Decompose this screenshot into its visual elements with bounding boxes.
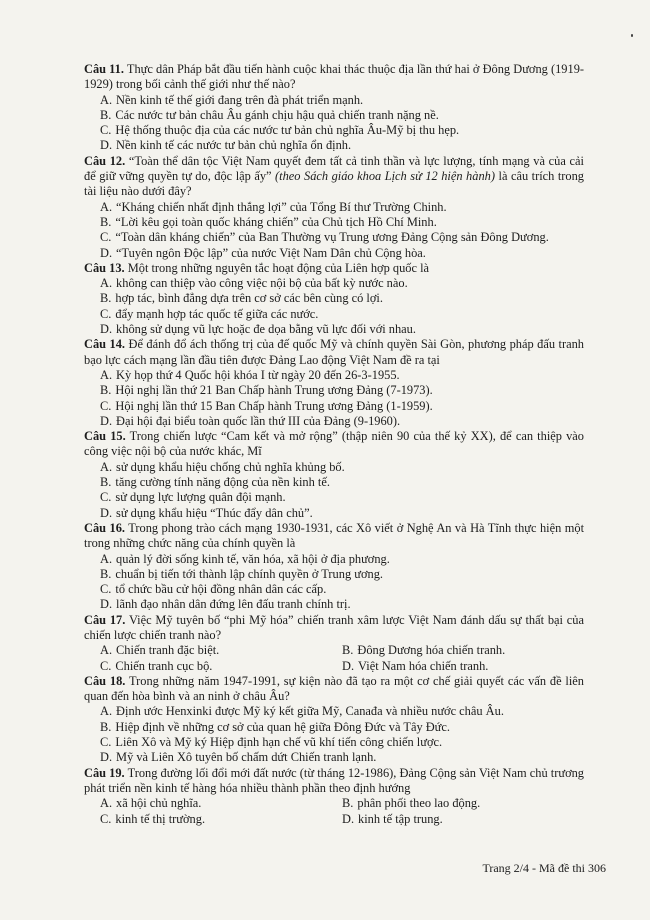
option-text: Hội nghị lần thứ 21 Ban Chấp hành Trung ương Đảng (7-1973). — [115, 383, 433, 398]
answer-option — [100, 399, 584, 414]
option-text: sử dụng khẩu hiệu “Thúc đẩy dân chủ”. — [116, 505, 313, 520]
answer-option — [342, 812, 584, 827]
option-text: Mỹ và Liên Xô tuyên bố chấm dứt Chiến tranh lạnh. — [116, 750, 377, 765]
option-text: “Tuyên ngôn Độc lập” của nước Việt Nam Dân chủ Cộng hòa. — [116, 245, 426, 260]
question-block — [84, 62, 584, 154]
answer-option — [100, 659, 342, 674]
option-text: sử dụng lực lượng quân đội mạnh. — [115, 490, 286, 505]
option-letter: A. — [100, 92, 113, 107]
question-stem — [84, 62, 584, 93]
question-number: Câu 19. — [84, 765, 125, 780]
option-text: Định ước Henxinki được Mỹ ký kết giữa Mỹ, Canađa và nhiều nước châu Âu. — [116, 704, 504, 719]
question-stem — [84, 766, 584, 797]
option-letter: A. — [100, 643, 113, 658]
question-text: Trong chiến lược “Cam kết và mở rộng” (thập niên 90 của thế kỷ XX), để can thiệp vào công việc nội bộ của nước khác, Mĩ — [84, 429, 584, 459]
option-letter: A. — [100, 551, 113, 566]
option-text: Hội nghị lần thứ 15 Ban Chấp hành Trung ương Đảng (1-1959). — [115, 398, 433, 413]
answer-option — [100, 490, 584, 505]
option-text: Kỳ họp thứ 4 Quốc hội khóa I từ ngày 20 đến 26-3-1955. — [116, 367, 400, 382]
answer-options — [100, 643, 584, 674]
answer-option — [100, 414, 584, 429]
question-block — [84, 613, 584, 674]
answer-option — [342, 643, 584, 658]
option-text: chuẩn bị tiến tới thành lập chính quyền ở Trung ương. — [115, 566, 383, 581]
option-letter: A. — [100, 199, 113, 214]
answer-options — [84, 93, 584, 154]
question-number: Câu 11. — [84, 62, 124, 76]
option-letter: D. — [100, 505, 113, 520]
option-letter: D. — [100, 597, 113, 612]
question-stem — [84, 429, 584, 460]
option-letter: B. — [100, 214, 112, 229]
answer-option — [100, 230, 584, 245]
answer-option — [100, 735, 584, 750]
option-text: sử dụng khẩu hiệu chống chủ nghĩa khủng bố. — [116, 459, 345, 474]
option-text: Hiệp định về những cơ sở của quan hệ giữa Đông Đức và Tây Đức. — [115, 719, 450, 734]
answer-option — [100, 552, 584, 567]
option-letter: A. — [100, 276, 113, 291]
answer-option — [100, 246, 584, 261]
option-text: không sử dụng vũ lực hoặc đe dọa bằng vũ lực đối với nhau. — [116, 322, 416, 337]
option-text: Nền kinh tế các nước tư bản chủ nghĩa ổn định. — [116, 138, 352, 153]
answer-option — [100, 750, 584, 765]
question-block — [84, 766, 584, 827]
option-text: xã hội chủ nghĩa. — [116, 796, 202, 811]
option-letter: D. — [100, 245, 113, 260]
question-stem — [84, 154, 584, 200]
option-letter: D. — [100, 750, 113, 765]
answer-option — [100, 138, 584, 153]
question-number: Câu 13. — [84, 260, 125, 275]
option-text: Liên Xô và Mỹ ký Hiệp định hạn chế vũ khí tiến công chiến lược. — [115, 735, 443, 750]
answer-option — [100, 291, 584, 306]
option-letter: B. — [100, 107, 112, 122]
option-text: kinh tế tập trung. — [358, 811, 443, 826]
answer-option — [100, 475, 584, 490]
option-text: Chiến tranh đặc biệt. — [116, 643, 220, 658]
answer-option — [100, 704, 584, 719]
option-text: kinh tế thị trường. — [115, 811, 206, 826]
option-letter: B. — [342, 796, 354, 811]
option-letter: B. — [100, 291, 112, 306]
exam-page — [84, 62, 584, 827]
question-text: Thực dân Pháp bắt đầu tiến hành cuộc khai thác thuộc địa lần thứ hai ở Đông Dương (1919-1929) trong bối cảnh thế giới như thế nào? — [84, 62, 585, 92]
answer-options — [84, 460, 584, 521]
question-number: Câu 17. — [84, 612, 126, 627]
answer-options — [84, 200, 584, 261]
answer-option — [342, 659, 584, 674]
answer-option — [100, 597, 584, 612]
option-letter: B. — [100, 566, 112, 581]
option-text: Việt Nam hóa chiến tranh. — [358, 658, 489, 673]
answer-options — [84, 276, 584, 337]
option-text: đẩy mạnh hợp tác quốc tế giữa các nước. — [115, 306, 319, 321]
question-number: Câu 15. — [84, 429, 126, 444]
answer-option — [100, 93, 584, 108]
scan-speck — [631, 34, 633, 37]
option-letter: C. — [100, 398, 112, 413]
answer-option — [100, 383, 584, 398]
option-letter: C. — [100, 230, 112, 245]
option-letter: C. — [100, 123, 112, 138]
answer-option — [100, 643, 342, 658]
answer-option — [100, 123, 584, 138]
answer-options — [100, 796, 584, 827]
question-block — [84, 521, 584, 613]
question-stem — [84, 674, 584, 705]
question-text: “Toàn thể dân tộc Việt Nam quyết đem tất cả tinh thần và lực lượng, tính mạng và của cải để giữ vững quyền tự do, độc lập ấy” — [84, 153, 584, 184]
option-letter: B. — [100, 719, 112, 734]
option-text: hợp tác, bình đẳng dựa trên cơ sở các bên cùng có lợi. — [115, 291, 383, 306]
question-block — [84, 261, 584, 337]
option-text: Đại hội đại biểu toàn quốc lần thứ III của Đảng (9-1960). — [116, 413, 401, 428]
question-block — [84, 337, 584, 429]
option-letter: C. — [100, 658, 112, 673]
answer-option — [100, 322, 584, 337]
option-letter: A. — [100, 796, 113, 811]
question-text: Việc Mỹ tuyên bố “phi Mỹ hóa” chiến tranh xâm lược Việt Nam đánh dấu sự thất bại của chiến lược chiến tranh nào? — [84, 612, 584, 642]
option-text: “Lời kêu gọi toàn quốc kháng chiến” của Chủ tịch Hồ Chí Minh. — [115, 214, 437, 229]
option-text: tổ chức bầu cử hội đồng nhân dân các cấp. — [115, 582, 327, 597]
page-footer: Trang 2/4 - Mã đề thi 306 — [482, 861, 606, 875]
answer-options — [84, 704, 584, 765]
option-letter: D. — [342, 811, 355, 826]
question-text: Trong đường lối đổi mới đất nước (từ tháng 12-1986), Đảng Cộng sản Việt Nam chủ trương phát triển nền kinh tế hàng hóa nhiều thành phần theo định hướng — [84, 765, 585, 795]
option-text: phân phối theo lao động. — [357, 796, 481, 811]
question-source-note: (theo Sách giáo khoa Lịch sử 12 hiện hành) — [275, 169, 495, 184]
option-letter: C. — [100, 582, 112, 597]
answer-option — [100, 567, 584, 582]
answer-option — [100, 720, 584, 735]
question-text-tail: là câu trích trong tài liệu nào dưới đây? — [84, 169, 585, 199]
option-text: “Kháng chiến nhất định thắng lợi” của Tổng Bí thư Trường Chinh. — [116, 199, 447, 214]
option-letter: D. — [100, 413, 113, 428]
option-letter: B. — [342, 643, 354, 658]
question-text: Trong những năm 1947-1991, sự kiện nào đã tạo ra một cơ chế giải quyết các vấn đề liên quan đến hòa bình và an ninh ở châu Âu? — [84, 673, 585, 704]
question-stem — [84, 613, 584, 644]
question-text: Một trong những nguyên tắc hoạt động của Liên hợp quốc là — [127, 260, 430, 275]
option-letter: D. — [100, 138, 113, 153]
question-block — [84, 154, 584, 261]
question-number: Câu 18. — [84, 673, 126, 688]
answer-option — [100, 108, 584, 123]
answer-option — [100, 460, 584, 475]
option-text: lãnh đạo nhân dân đứng lên đấu tranh chính trị. — [116, 597, 351, 612]
question-text: Để đánh đổ ách thống trị của đế quốc Mỹ và chính quyền Sài Gòn, phương pháp đấu tranh bạo lực cách mạng lần đầu tiên được Đảng Lao động Việt Nam đề ra tại — [84, 337, 584, 367]
question-number: Câu 12. — [84, 153, 126, 168]
answer-option — [100, 200, 584, 215]
answer-option — [100, 368, 584, 383]
answer-option — [100, 812, 342, 827]
answer-option — [100, 307, 584, 322]
answer-options — [84, 368, 584, 429]
answer-option — [100, 215, 584, 230]
option-text: quản lý đời sống kinh tế, văn hóa, xã hội ở địa phương. — [116, 551, 390, 566]
question-stem — [84, 261, 584, 276]
option-text: Các nước tư bản châu Âu gánh chịu hậu quả chiến tranh nặng nề. — [115, 107, 439, 122]
option-letter: B. — [100, 475, 112, 490]
option-letter: B. — [100, 383, 112, 398]
answer-options — [84, 552, 584, 613]
option-letter: C. — [100, 811, 112, 826]
option-text: Đông Dương hóa chiến tranh. — [357, 643, 506, 658]
question-block — [84, 674, 584, 766]
question-number: Câu 14. — [84, 337, 126, 352]
option-letter: A. — [100, 367, 113, 382]
answer-option — [342, 796, 584, 811]
question-stem — [84, 521, 584, 552]
answer-option — [100, 276, 584, 291]
option-text: “Toàn dân kháng chiến” của Ban Thường vụ Trung ương Đảng Cộng sản Đông Dương. — [115, 230, 549, 245]
answer-option — [100, 582, 584, 597]
option-text: Hệ thống thuộc địa của các nước tư bản chủ nghĩa Âu-Mỹ bị thu hẹp. — [115, 123, 460, 138]
question-text: Trong phong trào cách mạng 1930-1931, các Xô viết ở Nghệ An và Hà Tĩnh thực hiện một trong những chức năng của chính quyền là — [84, 520, 585, 551]
option-text: không can thiệp vào công việc nội bộ của bất kỳ nước nào. — [116, 276, 408, 291]
question-stem — [84, 337, 584, 368]
option-text: tăng cường tính năng động của nền kinh tế. — [115, 475, 330, 490]
option-letter: D. — [342, 658, 355, 673]
option-letter: C. — [100, 735, 112, 750]
option-letter: C. — [100, 306, 112, 321]
option-letter: A. — [100, 704, 113, 719]
answer-option — [100, 506, 584, 521]
option-text: Chiến tranh cục bộ. — [115, 658, 213, 673]
option-letter: D. — [100, 322, 113, 337]
option-letter: A. — [100, 459, 113, 474]
question-number: Câu 16. — [84, 520, 125, 535]
answer-option — [100, 796, 342, 811]
question-block — [84, 429, 584, 521]
option-text: Nền kinh tế thế giới đang trên đà phát triển mạnh. — [116, 92, 364, 107]
option-letter: C. — [100, 490, 112, 505]
